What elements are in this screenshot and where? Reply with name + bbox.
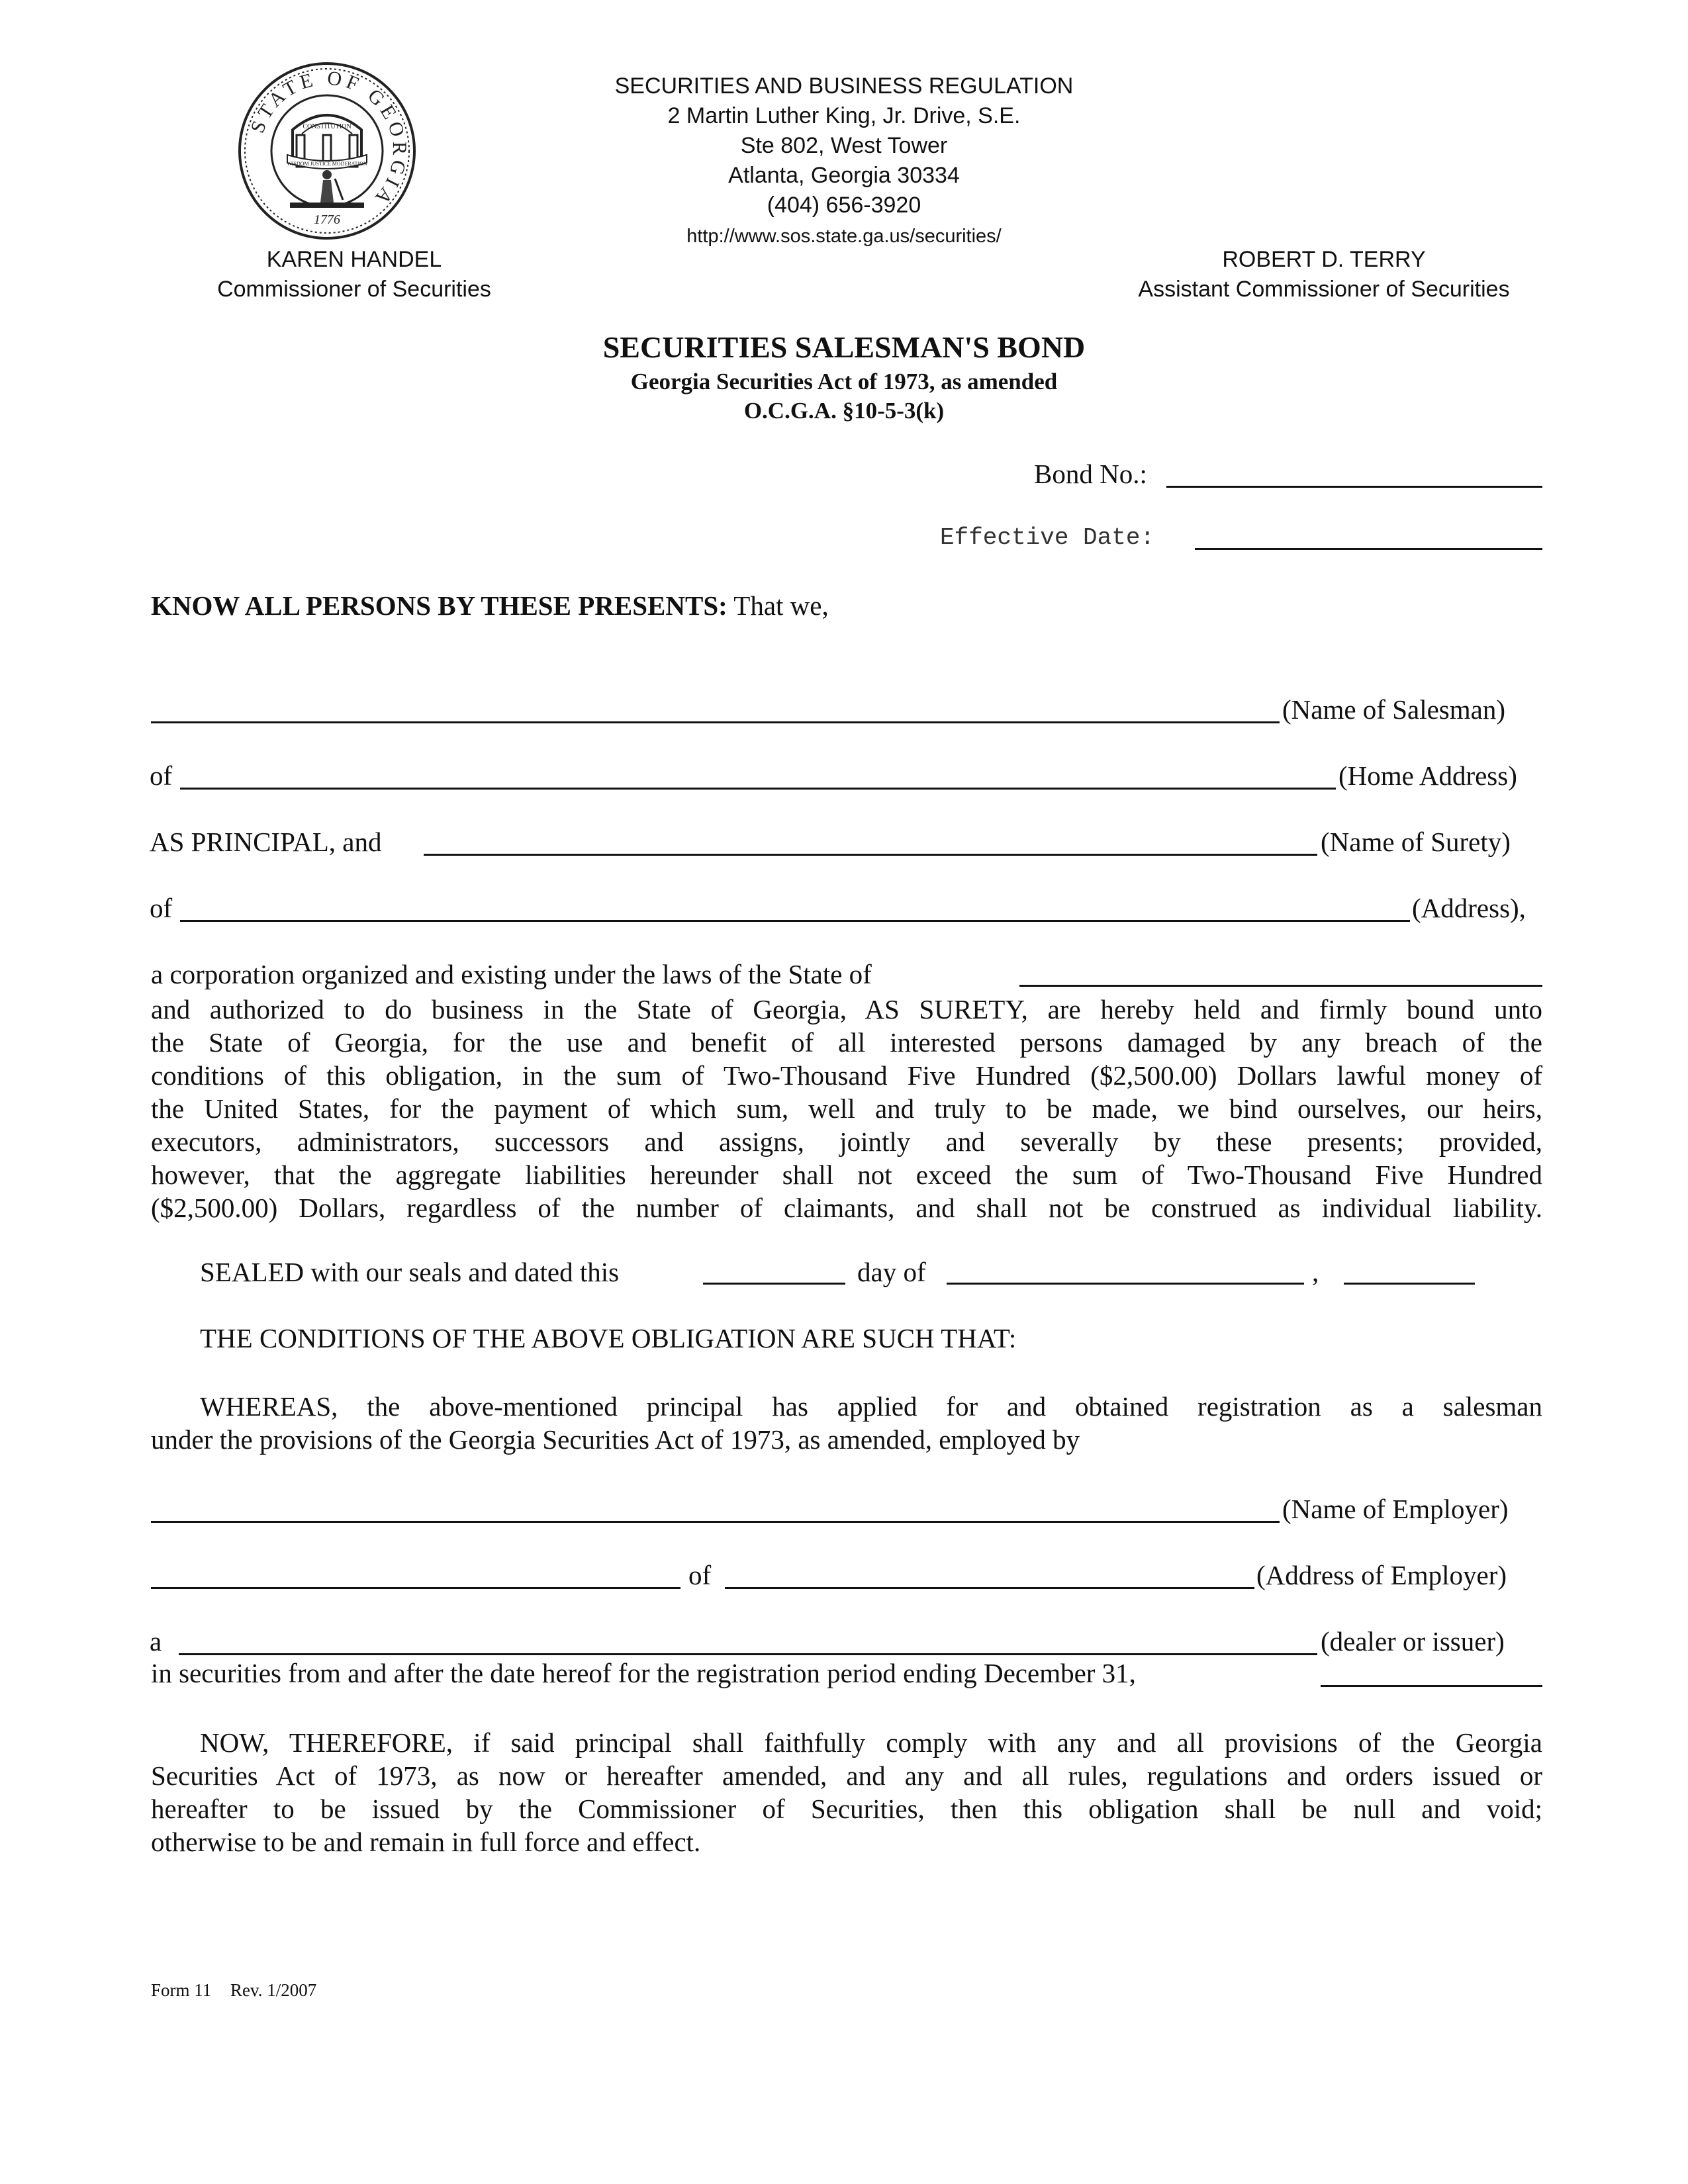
form-footer xyxy=(151,1980,316,2001)
employer-name-field[interactable] xyxy=(151,1521,1280,1523)
state-of-incorporation-field[interactable] xyxy=(1019,985,1542,987)
assistant-commissioner-block xyxy=(1099,245,1549,304)
agency-name: SECURITIES AND BUSINESS REGULATION xyxy=(614,73,1074,99)
intro-lead: KNOW ALL PERSONS BY THESE PRESENTS: xyxy=(151,590,727,621)
commissioner-block xyxy=(146,245,563,304)
dealer-or-issuer-field[interactable] xyxy=(179,1653,1317,1655)
salesman-name-field[interactable] xyxy=(151,721,1280,723)
whereas-line-2: under the provisions of the Georgia Securities Act of 1973, as amended, employed by xyxy=(151,1424,1080,1455)
seal-banner-mid: WISDOM JUSTICE MODERATION xyxy=(287,161,367,167)
sealed-comma: , xyxy=(1312,1257,1319,1287)
salesman-name-label: (Name of Salesman) xyxy=(1282,694,1505,725)
therefore-line: otherwise to be and remain in full force and effect. xyxy=(151,1827,701,1857)
surety-address-label: (Address), xyxy=(1412,893,1526,923)
state-seal xyxy=(237,61,417,241)
bond-no-label: Bond No.: xyxy=(1034,459,1147,489)
agency-address-2: Ste 802, West Tower xyxy=(740,133,948,158)
dealer-or-issuer-label: (dealer or issuer) xyxy=(1321,1626,1505,1657)
agency-phone: (404) 656-3920 xyxy=(767,193,921,218)
intro-line xyxy=(151,589,829,622)
effective-date-field[interactable] xyxy=(1195,548,1542,550)
seal-banner-top: CONSTITUTION xyxy=(303,123,352,130)
surety-paragraph xyxy=(151,993,1542,1224)
employer-name-label: (Name of Employer) xyxy=(1282,1494,1509,1524)
surety-name-field[interactable] xyxy=(424,854,1317,856)
sealed-day-of-text: day of xyxy=(857,1257,926,1287)
surety-paragraph-line: the United States, for the payment of which sum, well and truly to be made, we bind ourselves, our heirs, xyxy=(151,1093,1542,1124)
employer-of-label: of xyxy=(688,1560,712,1590)
registration-year-field[interactable] xyxy=(1321,1685,1542,1687)
effective-date-label: Effective Date: xyxy=(940,524,1155,551)
seal-year: 1776 xyxy=(314,212,340,227)
whereas-line-1: WHEREAS, the above-mentioned principal has applied for and obtained registration as a salesman xyxy=(200,1391,1542,1422)
commissioner-title: Commissioner of Securities xyxy=(217,277,491,302)
home-address-field[interactable] xyxy=(180,788,1336,790)
surety-paragraph-line: however, that the aggregate liabilities hereunder shall not exceed the sum of Two-Thousand Five Hundred xyxy=(151,1160,1542,1190)
intro-rest: That we, xyxy=(733,590,829,621)
employer-address-label: (Address of Employer) xyxy=(1256,1560,1507,1590)
agency-city: Atlanta, Georgia 30334 xyxy=(728,163,960,188)
surety-address-of-label: of xyxy=(150,893,173,923)
surety-name-label: (Name of Surety) xyxy=(1321,827,1511,857)
form-revision: Rev. 1/2007 xyxy=(230,1980,317,2000)
assistant-commissioner-name: ROBERT D. TERRY xyxy=(1222,247,1426,272)
form-title: SECURITIES SALESMAN'S BOND xyxy=(602,330,1086,364)
registration-period-text: in securities from and after the date hereof for the registration period ending December 31, xyxy=(151,1658,1136,1688)
as-principal-label: AS PRINCIPAL, and xyxy=(150,827,382,857)
assistant-commissioner-title: Assistant Commissioner of Securities xyxy=(1138,277,1510,302)
surety-paragraph-line: ($2,500.00) Dollars, regardless of the number of claimants, and shall not be construed as individual liability. xyxy=(151,1193,1542,1223)
employer-a-label: a xyxy=(150,1626,162,1657)
state-of-incorporation-text: a corporation organized and existing under the laws of the State of xyxy=(151,959,872,989)
surety-paragraph-line: and authorized to do business in the State of Georgia, AS SURETY, are hereby held and firmly bound unto xyxy=(151,994,1542,1024)
form-number: Form 11 xyxy=(151,1980,212,2000)
surety-paragraph-line: the State of Georgia, for the use and benefit of all interested persons damaged by any breach of the xyxy=(151,1027,1542,1058)
sealed-day-field[interactable] xyxy=(703,1283,845,1285)
therefore-line: NOW, THEREFORE, if said principal shall faithfully comply with any and all provisions of the Georgia xyxy=(200,1727,1542,1758)
surety-address-field[interactable] xyxy=(180,920,1410,922)
employer-location-field[interactable] xyxy=(151,1587,680,1589)
employer-address-field[interactable] xyxy=(725,1587,1254,1589)
surety-paragraph-line: executors, administrators, successors and assigns, jointly and severally by these presents; provided, xyxy=(151,1126,1542,1157)
seal-ring-text: STATE OF GEORGIA xyxy=(246,67,411,212)
conditions-heading: THE CONDITIONS OF THE ABOVE OBLIGATION ARE SUCH THAT: xyxy=(200,1323,1017,1353)
whereas-paragraph xyxy=(151,1390,1542,1456)
home-address-label: (Home Address) xyxy=(1338,760,1517,791)
therefore-paragraph xyxy=(151,1726,1542,1858)
sealed-text: SEALED with our seals and dated this xyxy=(200,1257,620,1287)
commissioner-name: KAREN HANDEL xyxy=(266,247,442,272)
sealed-month-field[interactable] xyxy=(947,1283,1304,1285)
surety-paragraph-line: conditions of this obligation, in the sum of Two-Thousand Five Hundred ($2,500.00) Dollars lawful money of xyxy=(151,1060,1542,1091)
therefore-line: hereafter to be issued by the Commissioner of Securities, then this obligation shall be null and void; xyxy=(151,1794,1542,1824)
sealed-year-field[interactable] xyxy=(1344,1283,1475,1285)
agency-url: http://www.sos.state.ga.us/securities/ xyxy=(686,226,1002,247)
agency-address-1: 2 Martin Luther King, Jr. Drive, S.E. xyxy=(667,103,1021,128)
form-subtitle-act: Georgia Securities Act of 1973, as amended xyxy=(630,369,1058,394)
bond-no-field[interactable] xyxy=(1166,486,1542,488)
home-address-of-label: of xyxy=(150,760,173,791)
therefore-line: Securities Act of 1973, as now or hereafter amended, and any and all rules, regulations and orders issued or xyxy=(151,1760,1542,1791)
form-subtitle-code: O.C.G.A. §10-5-3(k) xyxy=(743,398,945,424)
